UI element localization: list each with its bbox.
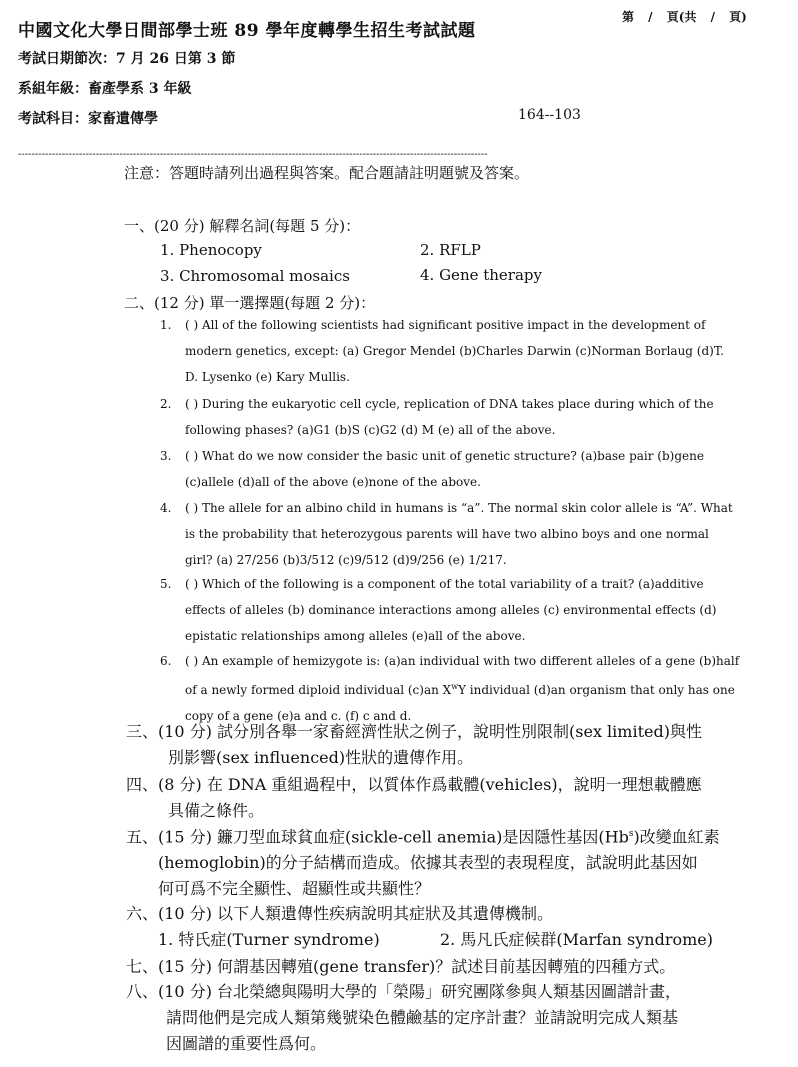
section5-line1	[126, 821, 720, 850]
exam-title: 中國文化大學日間部學士班 89 學年度轉學生招生考試試題	[18, 21, 476, 41]
section6-item-2: 2. 馬凡氏症候群(Marfan syndrome)	[440, 930, 713, 949]
header-divider: -------------------------------------------------------------------------------------------------------------------------------------------	[18, 149, 488, 160]
section8-line3: 因圖譜的重要性爲何。	[166, 1034, 327, 1053]
question-5: ( ) Which of the following is a component of the total variability of a trait? (a)additive effects of alleles (b) dominance interactions among alleles (c) environmental effects (d) epistatic relationships among alleles (e)all of the above.	[185, 577, 717, 643]
section3-line1: 三、(10 分) 試分別各舉一家畜經濟性狀之例子，說明性別限制(sex limited)與性	[126, 722, 702, 741]
subject: 考試科目：家畜遺傳學	[18, 111, 158, 127]
section2-heading: 二、(12 分) 單一選擇題(每題 2 分)：	[124, 294, 376, 312]
question-4: ( ) The allele for an albino child in humans is “a”. The normal skin color allele is “A”. What is the probability that heterozygous parents will have two albino boys and one normal girl? (a) 27/256 (b)3/512 (c)9/512 (d)9/256 (e) 1/217.	[185, 501, 733, 567]
question-3: ( ) What do we now consider the basic unit of genetic structure? (a)base pair (b)gene (c)allele (d)all of the above (e)none of the above.	[185, 449, 704, 489]
section1-heading: 一、(20 分) 解釋名詞(每題 5 分)：	[124, 217, 361, 235]
question-6-text-cont: Y individual (d)an organism that only has one copy of a gene (e)a and c. (f) c and d.	[185, 683, 735, 723]
section3	[126, 719, 702, 771]
section3-line2: 別影響(sex influenced)性狀的遺傳作用。	[168, 748, 474, 767]
section8	[126, 979, 681, 1057]
question-6-text: ( ) An example of hemizygote is: (a)an individual with two different alleles of a gene (b)half of a newly formed diploid individual (c)an X	[185, 654, 740, 697]
question-number: 6.	[160, 654, 172, 668]
section5-line2: (hemoglobin)的分子結構而造成。依據其表型的表現程度，試說明此基因如	[158, 853, 698, 873]
question-number: 5.	[160, 577, 172, 591]
notice: 注意：答題時請列出過程與答案。配合題請註明題號及答案。	[124, 164, 530, 182]
section8-line2: 請問他們是完成人類第幾號染色體鹼基的定序計畫？並請說明完成人類基	[166, 1008, 679, 1027]
question-number: 3.	[160, 449, 172, 463]
question-number: 4.	[160, 501, 172, 515]
page-counter: 第 / 頁(共 / 頁)	[622, 10, 747, 24]
section6-item-1: 1. 特氏症(Turner syndrome)	[158, 930, 380, 949]
section4	[126, 772, 702, 824]
exam-time: 考試日期節次：7 月 26 日第 3 節	[18, 51, 236, 67]
section5-line3: 何可爲不完全顯性、超顯性或共顯性？	[158, 879, 431, 899]
section5-line1a: 五、(15 分) 鐮刀型血球貧血症(sickle-cell anemia)是因隱性基因(Hb	[126, 827, 629, 847]
section5-sup: s	[628, 829, 634, 839]
q6-superscript: w	[451, 682, 459, 691]
section7: 七、(15 分) 何謂基因轉殖(gene transfer)？試述目前基因轉殖的四種方式。	[126, 957, 676, 976]
department: 系組年級：畜產學系 3 年級	[18, 81, 192, 97]
term-4: 4. Gene therapy	[420, 266, 542, 284]
section5	[126, 821, 720, 902]
term-1: 1. Phenocopy	[160, 241, 262, 259]
question-6	[185, 648, 740, 729]
question-number: 1.	[160, 318, 172, 332]
term-2: 2. RFLP	[420, 241, 481, 259]
question-1: ( ) All of the following scientists had significant positive impact in the development of modern genetics, except: (a) Gregor Mendel (b)Charles Darwin (c)Norman Borlaug (d)T. D. Lysenko (e) Kary Mullis.	[185, 318, 724, 384]
section5-line1b: )改變血紅素	[633, 827, 720, 847]
term-3: 3. Chromosomal mosaics	[160, 267, 350, 285]
exam-code: 164--103	[518, 107, 581, 123]
question-number: 2.	[160, 397, 172, 411]
section4-line2: 具備之條件。	[168, 801, 265, 820]
section6-heading: 六、(10 分) 以下人類遺傳性疾病說明其症狀及其遺傳機制。	[126, 904, 554, 923]
section4-line1: 四、(8 分) 在 DNA 重組過程中，以質体作爲載體(vehicles)，說明一理想載體應	[126, 775, 702, 794]
section8-line1: 八、(10 分) 台北榮總與陽明大學的「榮陽」研究團隊參與人類基因圖譜計畫，	[126, 982, 682, 1001]
question-2: ( ) During the eukaryotic cell cycle, replication of DNA takes place during which of the following phases? (a)G1 (b)S (c)G2 (d) M (e) all of the above.	[185, 397, 714, 437]
